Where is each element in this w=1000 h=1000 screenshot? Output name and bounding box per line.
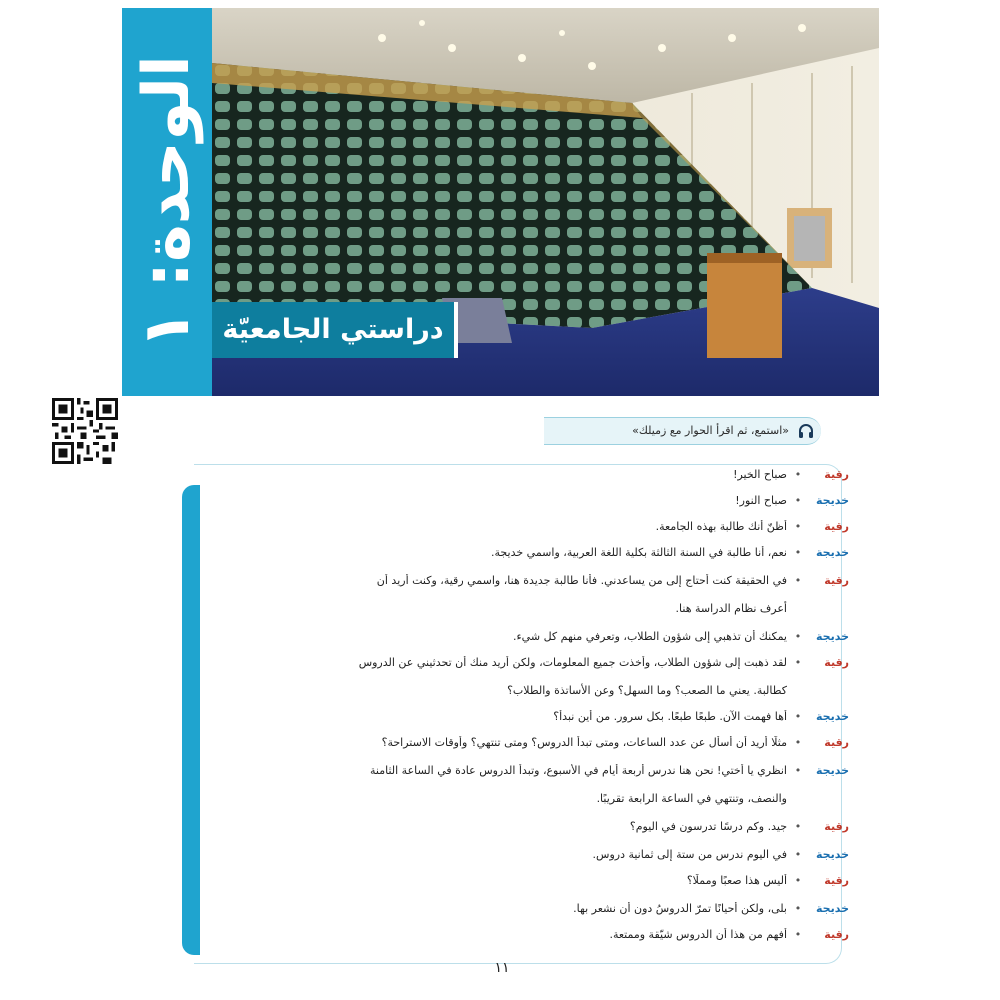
speaker: رقية [824, 928, 849, 941]
speaker: رقية [824, 520, 849, 533]
dialogue-line [229, 546, 849, 570]
dialogue-line [229, 574, 849, 598]
bullet: • [794, 520, 802, 533]
utterance-continuation: والنصف، وتنتهي في الساعة الرابعة تقريبًا. [596, 792, 787, 805]
utterance: أها فهمت الآن. طبعًا طبعًا. بكل سرور. من أين نبدأ؟ [553, 710, 787, 723]
dialogue-line [229, 710, 849, 734]
bullet: • [794, 546, 802, 559]
dialogue-bracket [182, 485, 200, 955]
speaker: خديجة [815, 848, 849, 861]
utterance: صباح الخير! [733, 468, 787, 481]
utterance: مثلًا أريد أن أسأل عن عدد الساعات، ومتى تبدأ الدروس؟ ومتى تنتهي؟ وأوقات الاستراحة؟ [381, 736, 787, 749]
speaker: رقية [824, 874, 849, 887]
bullet: • [794, 928, 802, 941]
dialogue-line [229, 902, 849, 926]
utterance: في اليوم ندرس من ستة إلى ثمانية دروس. [592, 848, 787, 861]
dialogue-line [229, 468, 849, 492]
utterance: جيد. وكم درسًا تدرسون في اليوم؟ [629, 820, 787, 833]
bullet: • [794, 848, 802, 861]
unit-band [122, 8, 212, 396]
speaker: رقية [824, 736, 849, 749]
dialogue-line [229, 874, 849, 898]
speaker: رقية [824, 468, 849, 481]
speaker: خديجة [815, 494, 849, 507]
dialogue-line [229, 764, 849, 788]
speaker: خديجة [815, 546, 849, 559]
speaker: رقية [824, 656, 849, 669]
utterance: نعم، أنا طالبة في السنة الثالثة بكلية اللغة العربية، واسمي خديجة. [491, 546, 787, 559]
headphones-icon[interactable] [797, 422, 815, 440]
bullet: • [794, 736, 802, 749]
utterance-continuation: كطالبة. يعني ما الصعب؟ وما السهل؟ وعن الأساتذة والطلاب؟ [507, 684, 787, 697]
dialogue-line [229, 520, 849, 544]
textbook-page [122, 8, 879, 992]
qr-code-icon[interactable] [52, 398, 118, 464]
bullet: • [794, 764, 802, 777]
bullet: • [794, 874, 802, 887]
bullet: • [794, 902, 802, 915]
dialogue-line [229, 848, 849, 872]
bullet: • [794, 656, 802, 669]
instruction-bar [544, 417, 821, 445]
dialogue-line [229, 928, 849, 952]
utterance: يمكنك أن تذهبي إلى شؤون الطلاب، وتعرفي منهم كل شيء. [513, 630, 787, 643]
dialogue-line [229, 630, 849, 654]
utterance: بلى، ولكن أحيانًا تمرّ الدروسُ دون أن نشعر بها. [573, 902, 787, 915]
speaker: خديجة [815, 764, 849, 777]
speaker: رقية [824, 574, 849, 587]
unit-title: الوحدة: ١ [130, 55, 204, 349]
speaker: خديجة [815, 710, 849, 723]
bullet: • [794, 630, 802, 643]
lesson-title: دراستي الجامعيّة [212, 302, 458, 358]
utterance: أفهم من هذا أن الدروس شيّقة وممتعة. [609, 928, 787, 941]
utterance: انظري يا أختي! نحن هنا ندرس أربعة أيام في الأسبوع، وتبدأ الدروس عادة في الساعة الثامنة [369, 764, 787, 777]
bullet: • [794, 710, 802, 723]
instruction-text: «استمع، ثم اقرأ الحوار مع زميلك» [632, 424, 789, 437]
dialogue-line [229, 820, 849, 844]
bullet: • [794, 468, 802, 481]
page-number: ١١ [494, 960, 510, 976]
utterance: لقد ذهبت إلى شؤون الطلاب، وأخذت جميع المعلومات، ولكن أريد منك أن تحدثيني عن الدروس [358, 656, 787, 669]
speaker: خديجة [815, 902, 849, 915]
utterance: أظنّ أنك طالبة بهذه الجامعة. [655, 520, 787, 533]
speaker: رقية [824, 820, 849, 833]
dialogue-line [229, 656, 849, 680]
bullet: • [794, 820, 802, 833]
dialogue-line [229, 736, 849, 760]
utterance-continuation: أعرف نظام الدراسة هنا. [675, 602, 787, 615]
utterance: صباح النور! [735, 494, 787, 507]
utterance: أليس هذا صعبًا ومملًا؟ [686, 874, 787, 887]
bullet: • [794, 574, 802, 587]
bullet: • [794, 494, 802, 507]
utterance: في الحقيقة كنت أحتاج إلى من يساعدني. فأنا طالبة جديدة هنا، واسمي رقية، وكنت أريد أن [376, 574, 787, 587]
speaker: خديجة [815, 630, 849, 643]
dialogue-line [229, 494, 849, 518]
